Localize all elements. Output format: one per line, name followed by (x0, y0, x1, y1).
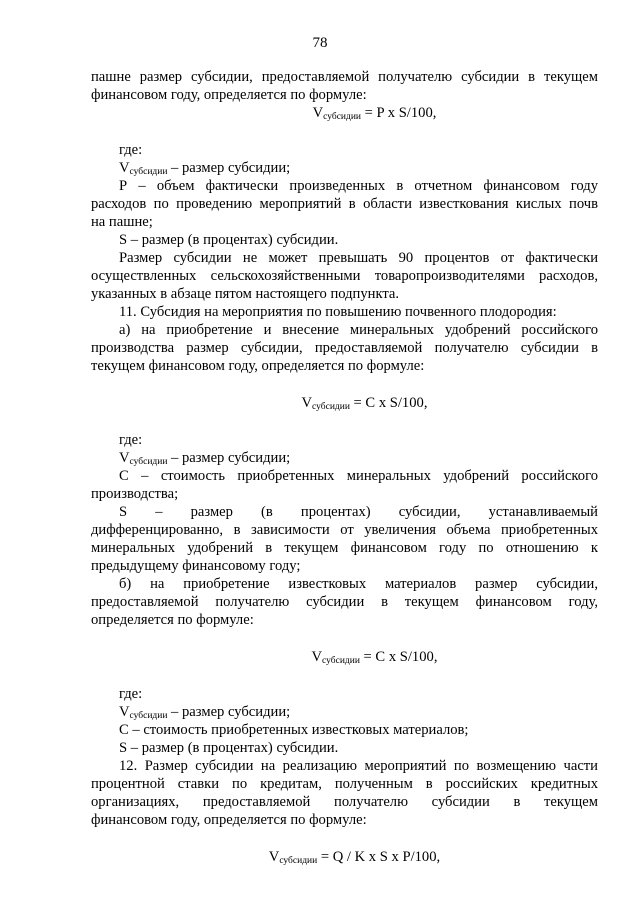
text-line: б) на приобретение известковых материалов размер субсидии, (119, 576, 598, 592)
text-line: S – размер (в процентах) субсидии, устанавливаемый (119, 504, 598, 520)
text-line: производства размер субсидии, предоставляемой получателю субсидии в (91, 340, 598, 356)
page-number: 78 (312, 35, 328, 51)
formula-subsidy-2: $V_{субсидии} = C$ x S/100, (301, 395, 428, 412)
where-label: где: (119, 142, 143, 158)
formula-subsidy-4: $V_{субсидии} = Q / K$ x S x P/100, (268, 849, 441, 866)
text-line: финансовом году, определяется по формуле: (91, 812, 367, 828)
section-heading-12: 12. Размер субсидии на реализацию мероприятий по возмещению части (119, 758, 598, 774)
where-label: где: (119, 686, 143, 702)
where-label: где: (119, 432, 143, 448)
definition-v: $V_{субсидии}$ – размер субсидии; (119, 704, 291, 721)
text-line: С – стоимость приобретенных минеральных удобрений российского (119, 468, 598, 484)
text-line: минеральных удобрений в текущем финансовом году по отношению к (91, 540, 598, 556)
definition-s: S – размер (в процентах) субсидии. (119, 740, 339, 756)
page-body (91, 68, 598, 866)
text-line: предыдущему финансовому году; (91, 558, 301, 574)
text-line: текущем финансовом году, определяется по формуле: (91, 358, 425, 374)
text-line: процентной ставки по кредитам, полученным в российских кредитных (91, 776, 598, 792)
formula-subsidy-1: $V_{субсидии} = P$ x S/100, (312, 105, 437, 122)
text-line: на пашне; (91, 214, 153, 230)
text-line: Р – объем фактически произведенных в отчетном финансовом году (119, 178, 598, 194)
text-line: Размер субсидии не может превышать 90 процентов от фактически (119, 250, 598, 266)
section-heading-11: 11. Субсидия на мероприятия по повышению почвенного плодородия: (119, 304, 557, 320)
definition-v: $V_{субсидии}$ – размер субсидии; (119, 160, 291, 177)
definition-v: $V_{субсидии}$ – размер субсидии; (119, 450, 291, 467)
text-line: а) на приобретение и внесение минеральных удобрений российского (119, 322, 598, 338)
definition-s: S – размер (в процентах) субсидии. (119, 232, 339, 248)
definition-c: С – стоимость приобретенных известковых материалов; (119, 722, 469, 738)
text-line: предоставляемой получателю субсидии в текущем финансовом году, (91, 594, 598, 610)
text-line: осуществленных сельскохозяйственными товаропроизводителями расходов, (91, 268, 598, 284)
formula-subsidy-3: $V_{субсидии} = C$ x S/100, (311, 649, 438, 666)
text-line: финансовом году, определяется по формуле: (91, 87, 367, 103)
text-line: определяется по формуле: (91, 612, 254, 628)
text-line: расходов по проведению мероприятий в области известкования кислых почв (91, 196, 598, 212)
text-line: организациях, предоставляемой получателю субсидии в текущем (91, 794, 598, 810)
text-line: пашне размер субсидии, предоставляемой получателю субсидии в текущем (91, 69, 598, 85)
text-line: производства; (91, 486, 179, 502)
text-line: указанных в абзаце пятом настоящего подпункта. (91, 286, 400, 302)
text-line: дифференцированно, в зависимости от увеличения объема приобретенных (91, 522, 598, 538)
